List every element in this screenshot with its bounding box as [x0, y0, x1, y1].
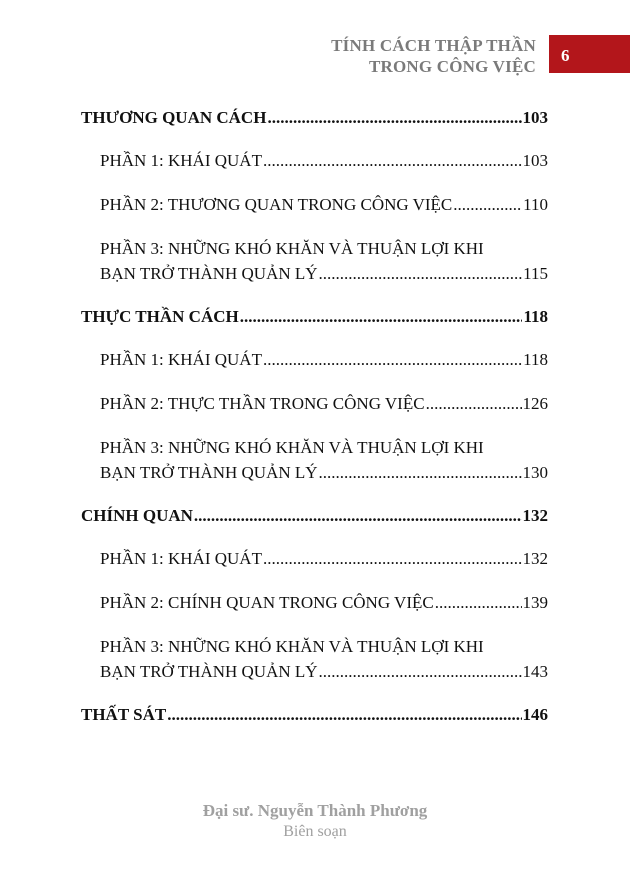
- toc-leader-dots: [194, 505, 522, 527]
- toc-leader-dots: [319, 462, 522, 484]
- page-number: 6: [561, 46, 570, 65]
- toc-section-title: PHẦN 2: THỰC THẦN TRONG CÔNG VIỆC: [100, 394, 425, 413]
- toc-section-title-continued: BẠN TRỞ THÀNH QUẢN LÝ: [100, 463, 318, 482]
- toc-chapter-entry[interactable]: [81, 505, 548, 527]
- toc-leader-dots: [319, 661, 522, 683]
- running-header-title: [331, 35, 536, 77]
- toc-section-entry[interactable]: [81, 150, 548, 172]
- toc-section-entry[interactable]: [81, 548, 548, 570]
- toc-section-title: PHẦN 2: THƯƠNG QUAN TRONG CÔNG VIỆC: [100, 195, 453, 214]
- toc-leader-dots: [263, 548, 522, 570]
- toc-page-number: 146: [522, 705, 548, 724]
- toc-leader-dots: [263, 150, 522, 172]
- toc-section-entry[interactable]: [81, 592, 548, 614]
- table-of-contents: [81, 107, 548, 747]
- toc-page-number: 132: [522, 549, 548, 568]
- toc-page-number: 132: [522, 506, 548, 525]
- page-number-badge: [549, 35, 630, 73]
- toc-leader-dots: [426, 393, 522, 415]
- toc-chapter-title: CHÍNH QUAN: [81, 506, 193, 525]
- toc-section-title: PHẦN 1: KHÁI QUÁT: [100, 350, 262, 369]
- toc-page-number: 118: [523, 307, 548, 326]
- toc-chapter-title: THẤT SÁT: [81, 705, 167, 724]
- toc-page-number: 126: [522, 394, 548, 413]
- toc-leader-dots: [240, 306, 523, 328]
- toc-section-title: PHẦN 3: NHỮNG KHÓ KHĂN VÀ THUẬN LỢI KHI: [100, 239, 484, 258]
- toc-section-title-continued: BẠN TRỞ THÀNH QUẢN LÝ: [100, 264, 318, 283]
- toc-leader-dots: [435, 592, 522, 614]
- toc-page-number: 118: [523, 350, 548, 369]
- toc-section-entry[interactable]: [81, 238, 548, 285]
- toc-section-entry[interactable]: [81, 437, 548, 484]
- toc-section-entry[interactable]: [81, 636, 548, 683]
- toc-chapter-title: THỰC THẦN CÁCH: [81, 307, 239, 326]
- footer-role: Biên soạn: [283, 823, 347, 840]
- toc-chapter-entry[interactable]: [81, 704, 548, 726]
- toc-page-number: 143: [522, 662, 548, 681]
- toc-page-number: 103: [522, 151, 548, 170]
- toc-page-number: 139: [522, 593, 548, 612]
- toc-leader-dots: [263, 349, 522, 371]
- toc-page-number: 110: [523, 195, 548, 214]
- toc-section-entry[interactable]: [81, 349, 548, 371]
- toc-leader-dots: [319, 263, 523, 285]
- header-title-line2: TRONG CÔNG VIỆC: [368, 57, 536, 76]
- toc-chapter-entry[interactable]: [81, 306, 548, 328]
- header-title-line1: TÍNH CÁCH THẬP THẦN: [331, 36, 536, 55]
- toc-leader-dots: [267, 107, 521, 129]
- toc-section-title: PHẦN 3: NHỮNG KHÓ KHĂN VÀ THUẬN LỢI KHI: [100, 438, 484, 457]
- toc-section-title: PHẦN 2: CHÍNH QUAN TRONG CÔNG VIỆC: [100, 593, 434, 612]
- toc-leader-dots: [167, 704, 521, 726]
- toc-section-title: PHẦN 3: NHỮNG KHÓ KHĂN VÀ THUẬN LỢI KHI: [100, 637, 484, 656]
- toc-section-title: PHẦN 1: KHÁI QUÁT: [100, 549, 262, 568]
- toc-page-number: 115: [523, 264, 548, 283]
- toc-chapter-title: THƯƠNG QUAN CÁCH: [81, 108, 267, 127]
- page-footer: [0, 801, 630, 842]
- footer-author: Đại sư. Nguyễn Thành Phương: [202, 801, 428, 820]
- toc-section-title: PHẦN 1: KHÁI QUÁT: [100, 151, 262, 170]
- toc-page-number: 130: [522, 463, 548, 482]
- toc-leader-dots: [453, 194, 522, 216]
- toc-page-number: 103: [522, 108, 548, 127]
- toc-section-title-continued: BẠN TRỞ THÀNH QUẢN LÝ: [100, 662, 318, 681]
- toc-section-entry[interactable]: [81, 393, 548, 415]
- toc-chapter-entry[interactable]: [81, 107, 548, 129]
- toc-section-entry[interactable]: [81, 194, 548, 216]
